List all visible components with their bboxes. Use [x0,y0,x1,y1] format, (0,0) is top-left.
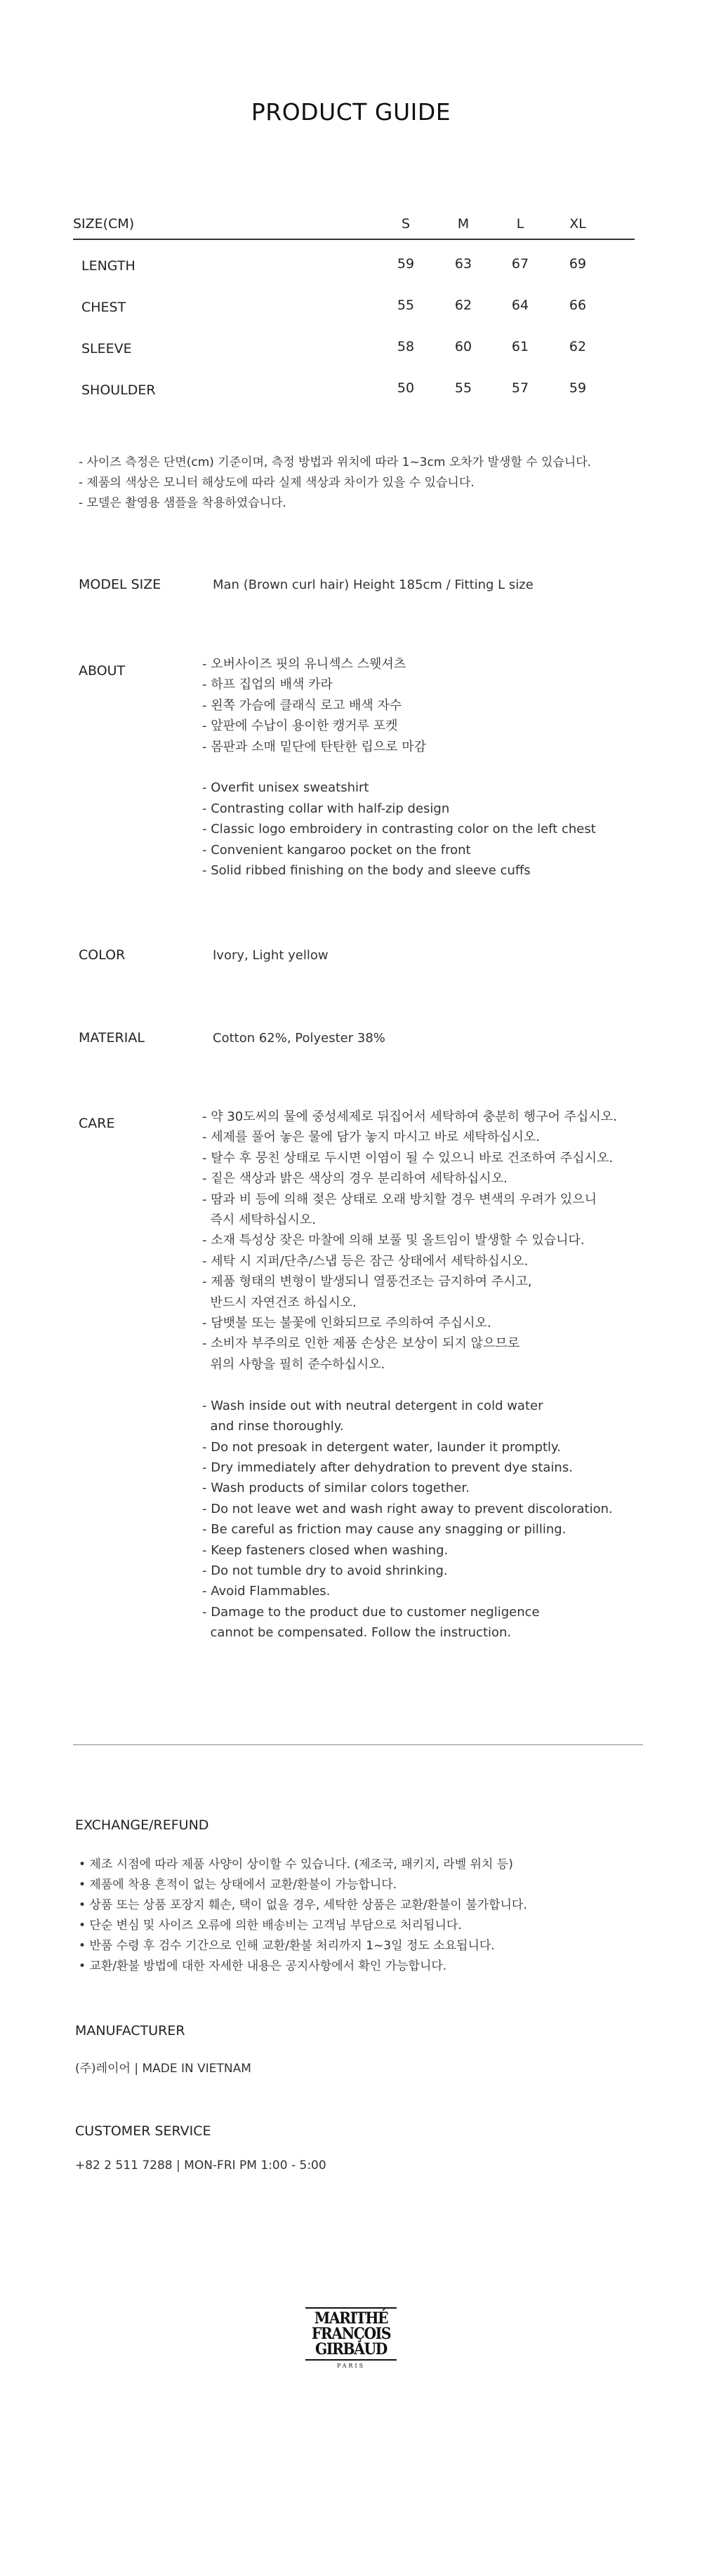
customer-service-label: CUSTOMER SERVICE [75,2123,211,2139]
row-value: 62 [569,339,587,354]
note-line: - 제품의 색상은 모니터 해상도에 따라 실제 색상과 차이가 있을 수 있습니다. [79,476,475,490]
material-label: MATERIAL [79,1030,145,1046]
size-header-l: L [516,216,524,232]
size-header-xl: XL [569,216,586,232]
size-header-m: M [457,216,470,232]
row-label: SLEEVE [81,341,132,356]
row-value: 58 [397,339,415,354]
brand-logo [298,2305,404,2369]
size-notes [79,453,654,514]
color-label: COLOR [79,947,126,963]
section-divider [73,1744,643,1745]
logo-rule [305,2359,397,2361]
row-value: 57 [511,380,529,396]
row-value: 50 [397,380,415,396]
note-line: - 모델은 촬영용 샘플을 착용하였습니다. [79,496,286,510]
exchange-label: EXCHANGE/REFUND [75,1817,209,1833]
about-label: ABOUT [79,663,126,679]
note-line: - 사이즈 측정은 단면(cm) 기준이며, 측정 방법과 위치에 따라 1~3cm 오차가 발생할 수 있습니다. [79,455,592,469]
row-value: 64 [511,298,529,313]
size-table-rule [73,239,635,240]
color-value: Ivory, Light yellow [213,948,329,963]
row-value: 59 [397,256,415,272]
size-header-label: SIZE(CM) [73,216,135,232]
material-value: Cotton 62%, Polyester 38% [213,1031,385,1046]
row-value: 60 [454,339,472,354]
logo-line: GIRBAUD [315,2340,387,2358]
logo-line: FRANÇOIS [311,2325,391,2343]
logo-line: PARIS [336,2363,366,2369]
customer-service-value: +82 2 511 7288 | MON-FRI PM 1:00 - 5:00 [75,2158,326,2173]
row-value: 63 [454,256,472,272]
row-value: 62 [454,298,472,313]
row-value: 69 [569,256,587,272]
row-value: 61 [511,339,529,354]
care-text: - 약 30도씨의 물에 중성세제로 뒤집어서 세탁하여 충분히 헹구어 주십시오. - 세제를 풀어 놓은 물에 담가 놓지 마시고 바로 세탁하십시오. - 탈수 후 뭉친 상태로 두시면 이염이 될 수 있으니 바로 건조하여 주십시오. - 짙은 색상과 밝은 색상의 경우 분리하여 세탁하십시오. - 땀과 비 등에 의해 젖은 상태로 오래 방치할 경우 변색의 우려가 있으니 즉시 세탁하십시오. - 소재 특성상 잦은 마찰에 의해 보풀 및 올트임이 발생할 수 있습니다. - 세탁 시 지퍼/단추/스냅 등은 잠근 상태에서 세탁하십시오. - 제품 형태의 변형이 발생되니 열풍건조는 금지하여 주시고, 반드시 자연건조 하십시오. - 담뱃불 또는 불꽃에 인화되므로 주의하여 주십시오. - 소비자 부주의로 인한 제품 손상은 보상이 되지 않으므로 위의 사항을 필히 준수하십시오. - Wash inside out with neutral detergent in cold water and rinse thoroughly. - Do not presoak in detergent water, launder it promptly. - Dry immediately after dehydration to prevent dye stains. - Wash products of similar colors together. - Do not leave wet and wash right away to prevent discoloration. - Be careful as friction may cause any snagging or pilling. - Keep fasteners closed when washing. - Do not tumble dry to avoid shrinking. - Avoid Flammables. - Damage to the product due to customer negligence cannot be compensated. Follow the instruction. [202,1109,617,1641]
manufacturer-label: MANUFACTURER [75,2023,185,2038]
row-label: SHOULDER [81,382,156,398]
size-table-header [73,211,635,239]
care-label: CARE [79,1116,115,1131]
row-value: 67 [511,256,529,272]
row-value: 66 [569,298,587,313]
logo-line: MARITHÉ [314,2309,388,2328]
row-label: CHEST [81,300,126,315]
row-label: LENGTH [81,258,135,274]
row-value: 55 [397,298,415,313]
page-title: PRODUCT GUIDE [251,98,451,126]
exchange-text: • 제조 시점에 따라 제품 사양이 상이할 수 있습니다. (제조국, 패키지, 라벨 위치 등) • 제품에 착용 흔적이 없는 상태에서 교환/환불이 가능합니다. • 상품 또는 상품 포장지 훼손, 택이 없을 경우, 세탁한 상품은 교환/환불이 불가합니다. • 단순 변심 및 사이즈 오류에 의한 배송비는 고객님 부담으로 처리됩니다. • 반품 수령 후 검수 기간으로 인해 교환/환불 처리까지 1~3일 정도 소요됩니다. • 교환/환불 방법에 대한 자세한 내용은 공지사항에서 확인 가능합니다. [79,1857,527,1973]
model-size-value: Man (Brown curl hair) Height 185cm / Fitting L size [213,578,534,592]
manufacturer-value: (주)레이어 | MADE IN VIETNAM [75,2062,251,2076]
about-text: - 오버사이즈 핏의 유니섹스 스웻셔츠 - 하프 집업의 배색 카라 - 왼쪽 가슴에 클래식 로고 배색 자수 - 앞판에 수납이 용이한 캥거루 포켓 - 몸판과 소매 밑단에 탄탄한 립으로 마감 - Overfit unisex sweatshirt - Contrasting collar with half-zip design - Classic logo embroidery in contrasting color on the left chest - Convenient kangaroo pocket on the front - Solid ribbed finishing on the body and sleeve cuffs [202,657,596,879]
model-size-label: MODEL SIZE [79,577,161,592]
logo-rule [305,2307,397,2309]
row-value: 55 [454,380,472,396]
size-header-s: S [401,216,411,232]
row-value: 59 [569,380,587,396]
